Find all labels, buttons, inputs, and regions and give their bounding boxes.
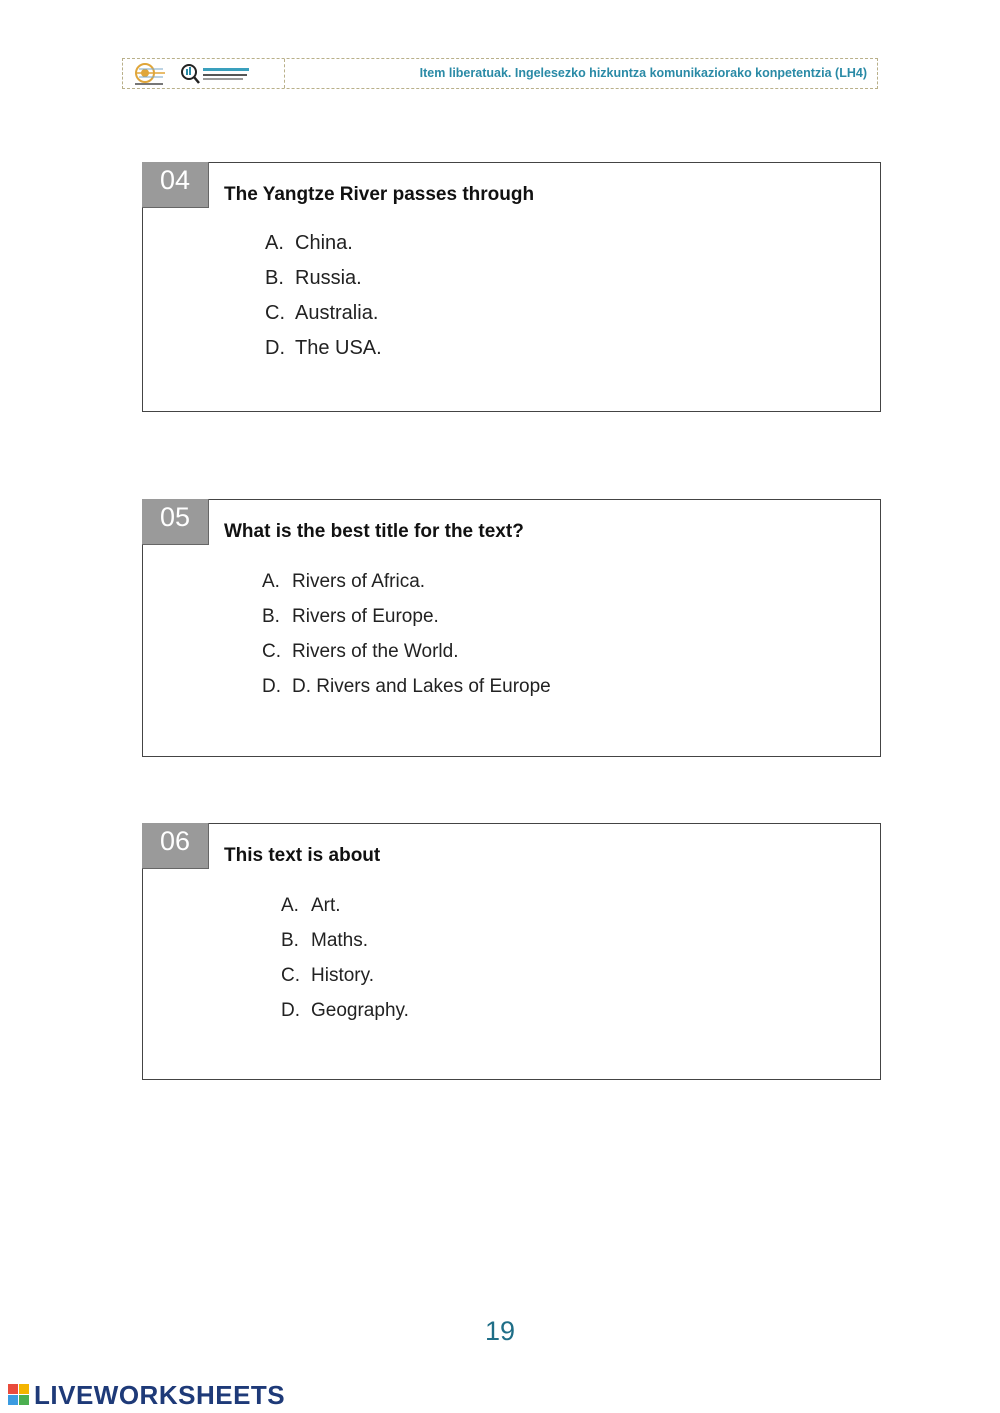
question-number: 04 xyxy=(142,162,209,208)
option-text: Maths. xyxy=(311,930,369,951)
question-box-06 xyxy=(142,823,881,1080)
answer-options xyxy=(262,570,551,710)
answer-option-d[interactable] xyxy=(265,337,382,372)
answer-option-b[interactable] xyxy=(281,929,409,964)
answer-option-a[interactable] xyxy=(262,570,551,605)
question-text: This text is about xyxy=(224,845,381,866)
liveworksheets-logo[interactable] xyxy=(8,1381,285,1409)
question-box-05 xyxy=(142,499,881,757)
option-text: Rivers of the World. xyxy=(292,641,459,662)
evaluation-logo xyxy=(179,62,279,86)
option-letter: B. xyxy=(281,930,299,951)
education-department-logo xyxy=(129,61,173,87)
option-text: Rivers of Africa. xyxy=(292,571,426,592)
option-letter: C. xyxy=(281,965,300,986)
answer-option-d[interactable] xyxy=(262,675,551,710)
question-number: 05 xyxy=(142,499,209,545)
question-text: The Yangtze River passes through xyxy=(224,184,535,205)
option-text: D. Rivers and Lakes of Europe xyxy=(292,676,551,697)
option-text: Rivers of Europe. xyxy=(292,606,439,627)
answer-option-a[interactable] xyxy=(281,894,409,929)
option-text: Art. xyxy=(311,895,341,916)
option-letter: C. xyxy=(265,302,285,324)
answer-option-d[interactable] xyxy=(281,999,409,1034)
option-text: Geography. xyxy=(311,1000,409,1021)
header-title: Item liberatuak. Ingelesezko hizkuntza komunikaziorako konpetentzia (LH4) xyxy=(419,66,867,80)
answer-options xyxy=(281,894,409,1034)
option-letter: D. xyxy=(281,1000,300,1021)
option-text: History. xyxy=(311,965,374,986)
option-text: The USA. xyxy=(295,337,382,359)
option-letter: A. xyxy=(262,571,280,592)
option-letter: D. xyxy=(265,337,285,359)
answer-option-c[interactable] xyxy=(262,640,551,675)
answer-option-a[interactable] xyxy=(265,232,382,267)
question-number: 06 xyxy=(142,823,209,869)
option-letter: C. xyxy=(262,641,281,662)
option-text: Russia. xyxy=(295,267,362,289)
option-text: China. xyxy=(295,232,353,254)
answer-option-c[interactable] xyxy=(281,964,409,999)
page-header xyxy=(122,58,878,89)
question-text: What is the best title for the text? xyxy=(224,521,524,542)
answer-option-b[interactable] xyxy=(262,605,551,640)
answer-option-c[interactable] xyxy=(265,302,382,337)
answer-options xyxy=(265,232,382,372)
option-letter: A. xyxy=(265,232,284,254)
option-text: Australia. xyxy=(295,302,379,324)
liveworksheets-blocks-icon xyxy=(8,1384,30,1406)
option-letter: B. xyxy=(262,606,280,627)
header-logos xyxy=(123,59,285,88)
option-letter: D. xyxy=(262,676,281,697)
page-number: 19 xyxy=(484,1316,516,1346)
question-box-04 xyxy=(142,162,881,412)
option-letter: A. xyxy=(281,895,299,916)
option-letter: B. xyxy=(265,267,284,289)
answer-option-b[interactable] xyxy=(265,267,382,302)
liveworksheets-brand-text: LIVEWORKSHEETS xyxy=(34,1379,286,1410)
